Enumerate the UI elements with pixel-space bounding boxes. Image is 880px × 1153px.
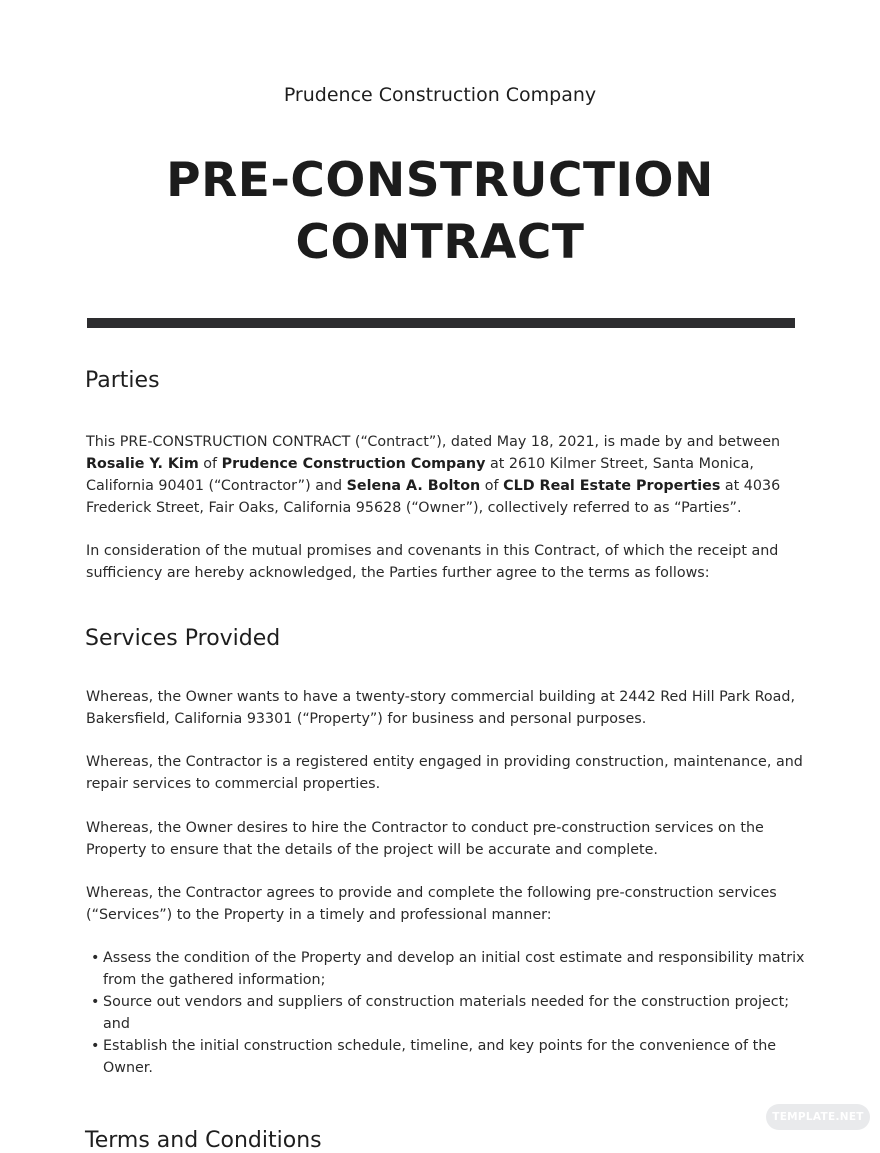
parties-of-2: of	[480, 478, 504, 494]
parties-paragraph-2: In consideration of the mutual promises and covenants in this Contract, of which the receipt and sufficiency are hereby acknowledged, the Parties further agree to the terms as follows:	[86, 543, 779, 581]
contractor-name: Rosalie Y. Kim	[86, 456, 199, 472]
list-item: • Establish the initial construction schedule, timeline, and key points for the convenience of the Owner.	[86, 1035, 806, 1079]
parties-text-b: at 2610 Kilmer Street, Santa Monica, California 90401 (“Contractor”) and	[86, 456, 754, 494]
watermark-badge: TEMPLATE.NET	[766, 1104, 870, 1130]
parties-paragraph-1	[86, 431, 806, 519]
title-divider	[87, 318, 795, 328]
section-heading-terms: Terms and Conditions	[85, 1128, 322, 1153]
title-line-1: PRE-CONSTRUCTION	[166, 153, 714, 208]
list-item: • Assess the condition of the Property and develop an initial cost estimate and responsibility matrix from the gathered information;	[86, 947, 806, 991]
parties-of-1: of	[198, 456, 222, 472]
parties-text-a: This PRE-CONSTRUCTION CONTRACT (“Contract”), dated May 18, 2021, is made by and between	[86, 434, 781, 450]
services-paragraph-1: Whereas, the Owner wants to have a twenty-story commercial building at 2442 Red Hill Park Road, Bakersfield, California 93301 (“Property”) for business and personal purposes.	[86, 689, 796, 727]
title-line-2: CONTRACT	[295, 215, 585, 270]
company-name: Prudence Construction Company	[283, 84, 597, 106]
section-heading-parties: Parties	[85, 368, 160, 393]
document-title	[0, 150, 880, 274]
services-list	[86, 947, 806, 1079]
section-heading-services: Services Provided	[85, 626, 281, 651]
owner-company: CLD Real Estate Properties	[503, 478, 721, 494]
services-paragraph-2: Whereas, the Contractor is a registered entity engaged in providing construction, maintenance, and repair services to commercial properties.	[86, 754, 803, 792]
list-item: • Source out vendors and suppliers of construction materials needed for the construction project; and	[86, 991, 806, 1035]
owner-name: Selena A. Bolton	[346, 478, 481, 494]
services-paragraph-4: Whereas, the Contractor agrees to provide and complete the following pre-construction services (“Services”) to the Property in a timely and professional manner:	[86, 885, 777, 923]
contractor-company: Prudence Construction Company	[221, 456, 486, 472]
parties-text-c: at 4036 Frederick Street, Fair Oaks, California 95628 (“Owner”), collectively referred to as “Parties”.	[86, 478, 781, 516]
services-paragraph-3: Whereas, the Owner desires to hire the Contractor to conduct pre-construction services on the Property to ensure that the details of the project will be accurate and complete.	[86, 820, 764, 858]
